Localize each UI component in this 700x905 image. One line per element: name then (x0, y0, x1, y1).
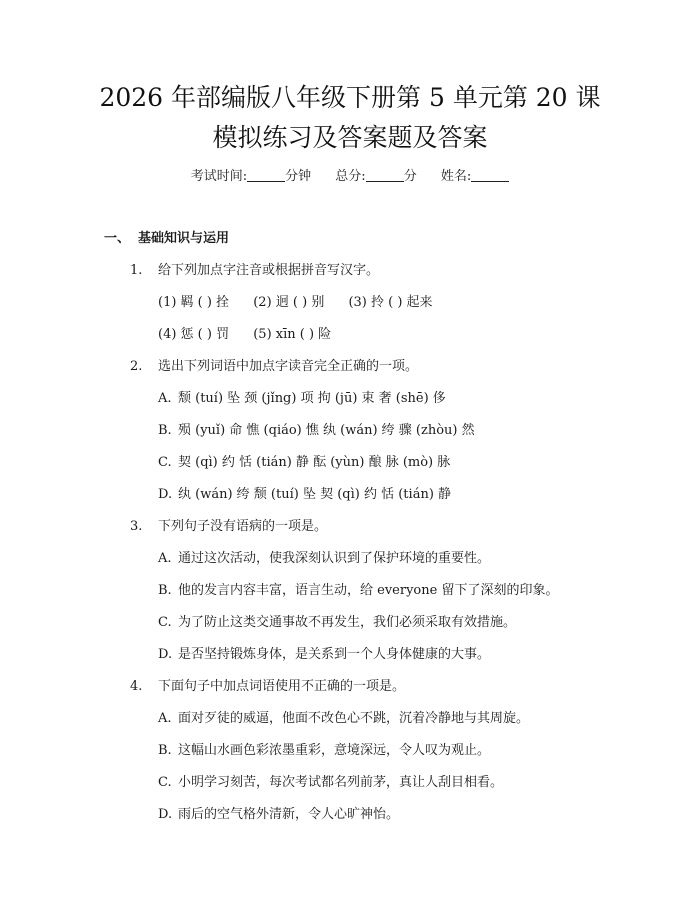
answer-option (158, 550, 490, 568)
option-text: 是否坚持锻炼身体，是关系到一个人身体健康的大事。 (178, 647, 491, 662)
option-text: 面对歹徒的威逼，他面不改色心不跳，沉着冷静地与其周旋。 (178, 711, 530, 726)
section-number: 一、 (104, 231, 131, 246)
student-name-field (441, 168, 509, 186)
page-title-line-1: 2026 年部编版八年级下册第 5 单元第 20 课 (99, 83, 601, 112)
question-text: 给下列加点字注音或根据拼音写汉字。 (158, 263, 380, 278)
exam-time-blank (247, 181, 285, 182)
pinyin-item: (5) xīn ( ) 险 (253, 327, 332, 342)
exam-time-unit: 分钟 (285, 169, 312, 184)
option-text: 殒 (yuǐ) 命 憔 (qiáo) 憔 纨 (wán) 绔 骤 (zhòu) 然 (178, 423, 475, 438)
option-label: B. (158, 743, 172, 758)
question-number: 1. (130, 263, 143, 278)
total-score-label: 总分: (335, 169, 366, 184)
option-text: 颓 (tuí) 坠 颈 (jǐng) 项 拘 (jū) 束 奢 (shē) 侈 (178, 391, 446, 406)
page-title-line-2: 模拟练习及答案题及答案 (212, 123, 488, 152)
option-label: C. (158, 775, 172, 790)
option-label: A. (158, 551, 172, 566)
pinyin-item: (3) 拎 ( ) 起来 (348, 295, 433, 310)
option-label: B. (158, 583, 172, 598)
option-label: D. (158, 647, 173, 662)
total-score-unit: 分 (403, 169, 417, 184)
question-number: 3. (130, 519, 143, 534)
option-text: 小明学习刻苦，每次考试都名列前茅，真让人刮目相看。 (178, 775, 504, 790)
question-number: 4. (130, 679, 143, 694)
pinyin-item: (1) 羁 ( ) 拴 (158, 295, 230, 310)
pinyin-row (158, 294, 453, 312)
option-text: 契 (qì) 约 恬 (tián) 静 酝 (yùn) 酿 脉 (mò) 脉 (178, 455, 451, 470)
option-text: 为了防止这类交通事故不再发生，我们必须采取有效措施。 (178, 615, 517, 630)
option-label: D. (158, 487, 173, 502)
student-name-blank (471, 181, 509, 182)
section-heading (104, 230, 229, 248)
student-name-label: 姓名: (440, 169, 472, 184)
question-text: 下列句子没有语病的一项是。 (158, 519, 328, 534)
option-text: 他的发言内容丰富，语言生动，给 everyone 留下了深刻的印象。 (178, 583, 559, 598)
section-title: 基础知识与运用 (138, 231, 230, 246)
answer-option (158, 486, 451, 504)
answer-option (158, 710, 529, 728)
option-text: 这幅山水画色彩浓墨重彩，意境深远，令人叹为观止。 (178, 743, 491, 758)
option-label: A. (158, 391, 172, 406)
total-score-blank (366, 181, 404, 182)
exam-time-field (191, 168, 311, 186)
answer-option (158, 742, 490, 760)
question-text: 选出下列词语中加点字读音完全正确的一项。 (158, 359, 419, 374)
answer-option (158, 614, 516, 632)
option-text: 雨后的空气格外清新，令人心旷神怡。 (178, 807, 400, 822)
answer-option (158, 390, 446, 408)
answer-option (158, 806, 399, 824)
pinyin-row (158, 326, 351, 344)
question-number: 2. (130, 359, 143, 374)
answer-option (158, 582, 558, 600)
answer-option (158, 774, 503, 792)
pinyin-item: (4) 惩 ( ) 罚 (158, 327, 230, 342)
option-label: C. (158, 455, 172, 470)
exam-meta (0, 168, 700, 186)
option-label: D. (158, 807, 173, 822)
option-text: 通过这次活动，使我深刻认识到了保护环境的重要性。 (178, 551, 491, 566)
question-text: 下面句子中加点词语使用不正确的一项是。 (158, 679, 406, 694)
answer-option (158, 422, 475, 440)
option-text: 纨 (wán) 绔 颓 (tuí) 坠 契 (qì) 约 恬 (tián) 静 (178, 487, 452, 502)
option-label: C. (158, 615, 172, 630)
answer-option (158, 454, 450, 472)
answer-option (158, 646, 490, 664)
exam-time-label: 考试时间: (190, 169, 248, 184)
total-score-field (335, 168, 416, 186)
pinyin-item: (2) 迥 ( ) 别 (253, 295, 325, 310)
option-label: A. (158, 711, 172, 726)
option-label: B. (158, 423, 172, 438)
